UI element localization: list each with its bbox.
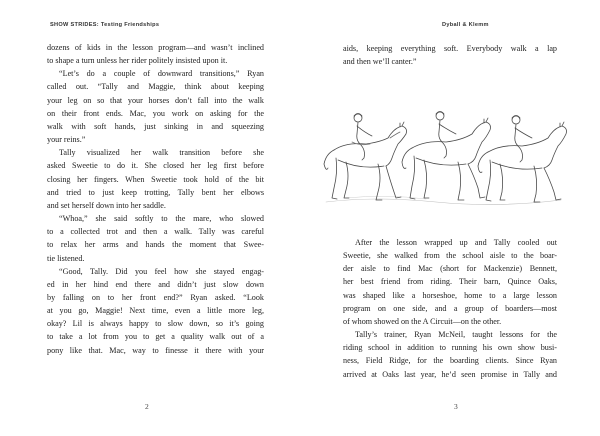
text-line: was shaped like a horseshoe, home to a large lesson xyxy=(343,290,557,300)
text-line: Tally’s trainer, Ryan McNeil, taught lessons for the xyxy=(355,330,557,340)
body-text-right-bottom xyxy=(343,236,557,381)
text-line: to take a lot from you to get a quality walk out of a xyxy=(47,332,264,342)
text-line: pony like that. Mac, way to finesse it there with your xyxy=(47,345,264,355)
text-line: of whom showed on the A Circuit—on the other. xyxy=(343,316,502,326)
text-line: aids, keeping everything soft. Everybody walk a lap xyxy=(343,44,557,53)
horse-right xyxy=(478,122,567,202)
text-line: by falling on to her front end?” Ryan asked. “Look xyxy=(47,292,264,302)
text-line: to relax her arms and hands the moment that Swee- xyxy=(47,240,264,250)
text-line: her best friend from riding. Their barn, Quince Oaks, xyxy=(343,277,557,287)
text-line: After the lesson wrapped up and Tally cooled out xyxy=(355,238,557,247)
text-line: program on one side, and a group of boarders—most xyxy=(343,303,557,313)
text-line: and then we’ll canter.” xyxy=(343,57,417,67)
text-line: “Whoa,” she said softly to the mare, who slowed xyxy=(59,214,264,224)
page-number-right: 3 xyxy=(454,402,458,411)
running-head-left: SHOW STRIDES: Testing Friendships xyxy=(50,22,160,28)
text-line: to a collected trot and then a walk. Tally was careful xyxy=(47,227,264,237)
horse-middle xyxy=(402,118,491,200)
text-line: on their front ends. Mac, you work on asking for the xyxy=(47,108,264,118)
text-line: closing her fingers. When Sweetie took hold of the bit xyxy=(47,174,264,184)
text-line: asked Sweetie to do it. She closed her leg first before xyxy=(47,161,264,171)
page-number-left: 2 xyxy=(145,402,149,411)
text-line: riding school in addition to running his own show busi- xyxy=(343,343,557,353)
text-line: dozens of kids in the lesson program—and wasn’t inclined xyxy=(47,43,264,52)
horse-left xyxy=(324,122,407,200)
rider-left xyxy=(352,114,372,161)
text-line: Sweetie, she walked from the school aisle to the boar- xyxy=(343,251,557,261)
text-line: arrived at Oaks last year, he’d seen promise in Tally and xyxy=(343,369,557,379)
text-line: to shape a turn unless her rider politely insisted upon it. xyxy=(47,56,228,66)
body-text-right-top xyxy=(343,42,557,68)
text-line: okay? Lil is always happy to slow down, so it’s going xyxy=(47,319,264,329)
text-line: ness, Field Ridge, for the boarding clients. Since Ryan xyxy=(343,356,557,366)
text-line: and set herself down into her saddle. xyxy=(47,200,166,210)
text-line: your leg on so that your horses don’t fall into the walk xyxy=(47,95,264,105)
right-page xyxy=(300,0,600,436)
rider-right xyxy=(512,116,532,163)
text-line: and tried to just keep trotting, Tally bent her elbows xyxy=(47,187,264,197)
text-line: “Let’s do a couple of downward transitions,” Ryan xyxy=(59,69,264,79)
text-line: “Good, Tally. Did you feel how she stayed engag- xyxy=(59,266,264,276)
text-line: your reins.” xyxy=(47,135,86,145)
text-line: tie listened. xyxy=(47,253,85,263)
text-line: ed in her hind end there and didn’t just slow down xyxy=(47,279,264,289)
text-line: walk with soft hands, just sinking in and squeezing xyxy=(47,121,264,131)
text-line: called out. “Tally and Maggie, think about keeping xyxy=(47,82,264,92)
riders-illustration xyxy=(316,98,571,208)
body-text-left xyxy=(47,41,264,357)
text-line: Tally visualized her walk transition before she xyxy=(59,148,264,158)
text-line: at you go, Maggie! Next time, even a little more leg, xyxy=(47,306,264,316)
rider-middle xyxy=(436,112,456,159)
text-line: der aisle to find Mac (short for Mackenzie) Bennett, xyxy=(343,264,557,274)
running-head-right: Dyball & Klemm xyxy=(442,22,489,28)
